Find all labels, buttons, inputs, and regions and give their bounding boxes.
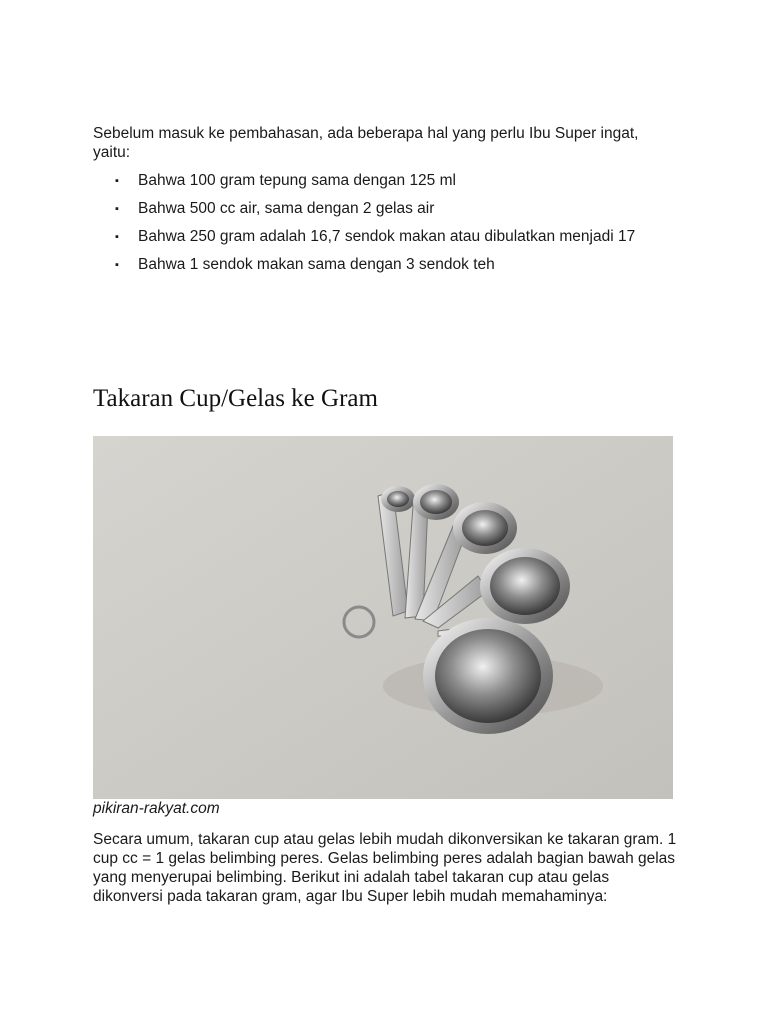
intro-section <box>93 124 678 284</box>
list-item <box>93 200 678 218</box>
list-item-text: Bahwa 500 cc air, sama dengan 2 gelas air <box>138 200 435 217</box>
list-item <box>93 172 678 190</box>
list-item-text: Bahwa 1 sendok makan sama dengan 3 sendok teh <box>138 256 495 273</box>
body-paragraph: Secara umum, takaran cup atau gelas lebih mudah dikonversikan ke takaran gram. 1 cup cc = 1 gelas belimbing peres. Gelas belimbing peres adalah bagian bawah gelas yang menyerupai belimbing. Berikut ini adalah tabel takaran cup atau gelas dikonversi pada takaran gram, agar Ibu Super lebih mudah memahaminya: <box>93 831 677 905</box>
bullet-icon: ▪ <box>115 203 119 215</box>
list-item <box>93 228 678 246</box>
list-item-text: Bahwa 100 gram tepung sama dengan 125 ml <box>138 172 456 189</box>
bullet-icon: ▪ <box>115 175 119 187</box>
measuring-cups-photo <box>93 436 673 799</box>
bullet-icon: ▪ <box>115 231 119 243</box>
bullet-icon: ▪ <box>115 259 119 271</box>
list-item <box>93 256 678 274</box>
intro-paragraph: Sebelum masuk ke pembahasan, ada beberapa hal yang perlu Ibu Super ingat, yaitu: <box>93 125 639 161</box>
bullet-list <box>93 172 678 274</box>
section-heading: Takaran Cup/Gelas ke Gram <box>93 385 378 412</box>
measuring-cups-illustration <box>93 436 673 799</box>
list-item-text: Bahwa 250 gram adalah 16,7 sendok makan atau dibulatkan menjadi 17 <box>138 228 636 245</box>
photo-caption: pikiran-rakyat.com <box>93 800 220 817</box>
